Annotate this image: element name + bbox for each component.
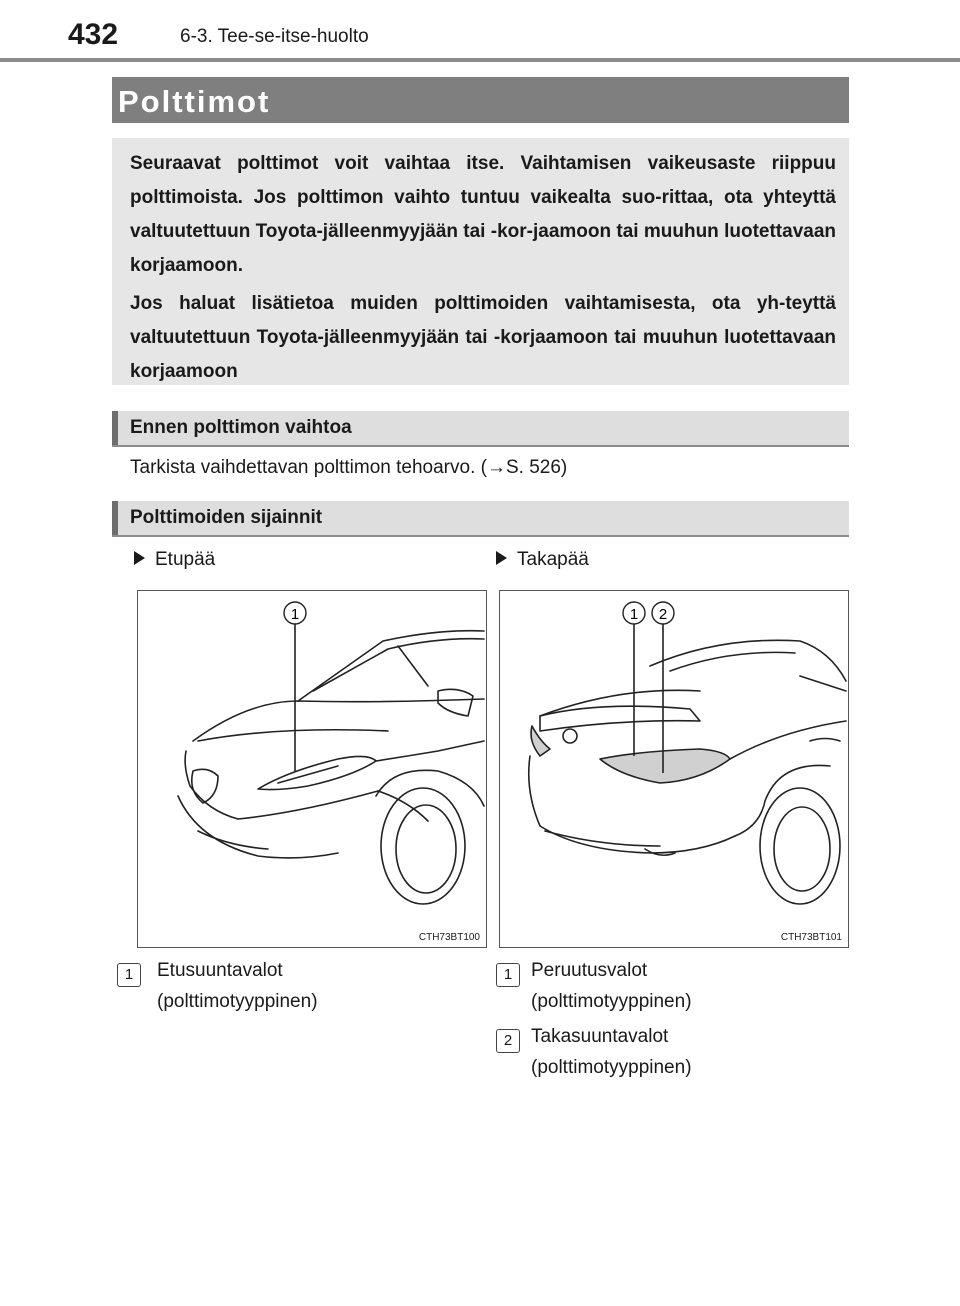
intro-paragraph-2: Jos haluat lisätietoa muiden polttimoiden vaihtamisesta, ota yh-teyttä valtuutettuun Toyota-jälleenmyyjään tai -korjaamoon tai muuhun luotettavaan korjaamoon xyxy=(130,293,836,382)
rear-label-text: Takapää xyxy=(517,549,589,570)
caption-rear-2 xyxy=(531,1021,692,1083)
front-label-text: Etupää xyxy=(155,549,216,570)
rear-car-figure xyxy=(499,590,849,948)
front-car-figure xyxy=(137,590,487,948)
rear-car-illustration xyxy=(500,591,848,947)
header-divider xyxy=(0,58,960,62)
front-label xyxy=(134,549,215,571)
caption-title: Peruutusvalot xyxy=(531,960,648,981)
subheading-bulb-locations xyxy=(112,501,849,537)
callout-number: 2 xyxy=(658,606,668,623)
caption-title: Takasuuntavalot xyxy=(531,1026,669,1047)
subheading-before-replacement xyxy=(112,411,849,447)
subheading-label: Ennen polttimon vaihtoa xyxy=(130,417,352,438)
intro-paragraph-1: Seuraavat polttimot voit vaihtaa itse. Vaihtamisen vaikeusaste riippuu polttimoista. Jos polttimon vaihto tuntuu vaikealta suo-rittaa, ota yhteyttä valtuutettuun Toyota-jälleenmyyjään tai -kor-jaamoon tai muuhun luotettavaan korjaamoon. xyxy=(130,153,836,276)
callout-number: 1 xyxy=(629,606,639,623)
triangle-bullet-icon xyxy=(496,551,507,565)
caption-number: 1 xyxy=(496,963,520,987)
caption-number: 1 xyxy=(117,963,141,987)
caption-front-1 xyxy=(157,955,318,1017)
subheading-label: Polttimoiden sijainnit xyxy=(130,507,323,528)
triangle-bullet-icon xyxy=(134,551,145,565)
page-header xyxy=(0,0,960,62)
front-car-illustration xyxy=(138,591,486,947)
rear-label xyxy=(496,549,589,571)
page-title: Polttimot xyxy=(118,84,271,119)
figure-code: CTH73BT100 xyxy=(418,932,480,943)
caption-number: 2 xyxy=(496,1029,520,1053)
page-number: 432 xyxy=(68,18,119,51)
caption-title: Etusuuntavalot xyxy=(157,960,283,981)
figure-code: CTH73BT101 xyxy=(780,932,842,943)
section-reference: 6-3. Tee-se-itse-huolto xyxy=(180,26,369,47)
caption-subtitle: (polttimotyyppinen) xyxy=(531,991,692,1012)
callout-number: 1 xyxy=(290,606,300,623)
caption-subtitle: (polttimotyyppinen) xyxy=(531,1057,692,1078)
wattage-instruction: Tarkista vaihdettavan polttimon tehoarvo. (→S. 526) xyxy=(130,457,568,478)
subheading-accent xyxy=(112,501,118,535)
subheading-accent xyxy=(112,411,118,445)
caption-rear-1 xyxy=(531,955,692,1017)
caption-subtitle: (polttimotyyppinen) xyxy=(157,991,318,1012)
